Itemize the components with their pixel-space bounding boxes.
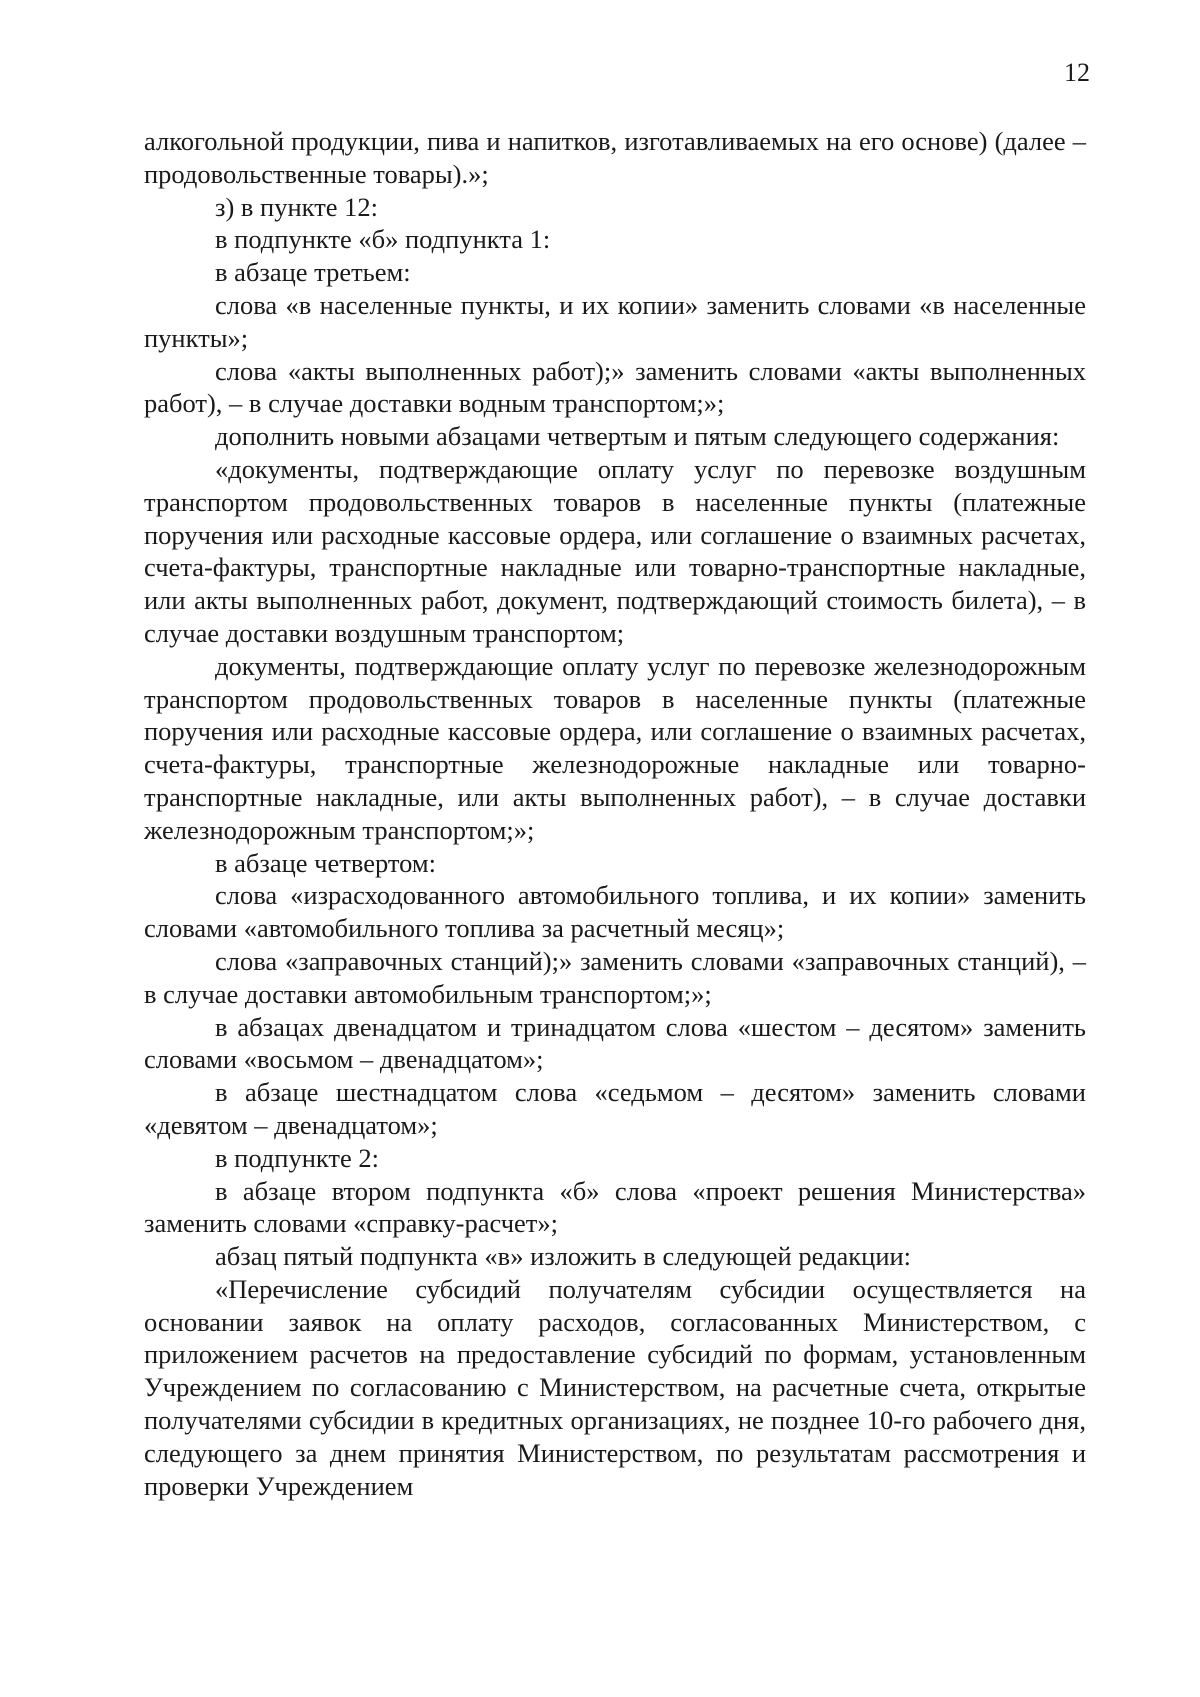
document-body [144, 125, 1086, 1502]
paragraph: в абзаце третьем: [215, 257, 411, 288]
paragraph: в абзаце шестнадцатом слова «седьмом – десятом» заменить словами «девятом – двенадцатом»; [144, 1077, 1086, 1140]
paragraph: в подпункте «б» подпункта 1: [215, 224, 551, 255]
paragraph: дополнить новыми абзацами четвертым и пятым следующего содержания: [215, 421, 1060, 452]
paragraph: алкогольной продукции, пива и напитков, изготавливаемых на его основе) (далее – продовольственные товары).»; [144, 126, 1086, 189]
page-number: 12 [1064, 58, 1090, 87]
paragraph: «Перечисление субсидий получателям субсидии осуществляется на основании заявок на оплату расходов, согласованных Министерством, с приложением расчетов на предоставление субсидий по формам, установленным Учреждением по согласованию с Министерством, на расчетные счета, открытые получателями субсидии в кредитных организациях, не позднее 10-го рабочего дня, следующего за днем принятия Министерством, по результатам рассмотрения и проверки Учреждением [144, 1273, 1086, 1501]
paragraph: в абзаце четвертом: [215, 847, 436, 878]
paragraph: «документы, подтверждающие оплату услуг по перевозке воздушным транспортом продовольственных товаров в населенные пункты (платежные поручения или расходные кассовые ордера, или соглашение о взаимных расчетах, счета-фактуры, транспортные накладные или товарно-транспортные накладные, или акты выполненных работ, документ, подтверждающий стоимость билета), – в случае доставки воздушным транспортом; [144, 453, 1086, 648]
paragraph: слова «заправочных станций);» заменить словами «заправочных станций), – в случае доставки автомобильным транспортом;»; [144, 945, 1086, 1009]
paragraph: слова «израсходованного автомобильного топлива, и их копии» заменить словами «автомобильного топлива за расчетный месяц»; [144, 880, 1086, 944]
paragraph: з) в пункте 12: [215, 191, 379, 222]
paragraph: документы, подтверждающие оплату услуг по перевозке железнодорожным транспортом продовольственных товаров в населенные пункты (платежные поручения или расходные кассовые ордера, или соглашение о взаимных расчетах, счета-фактуры, транспортные железнодорожные накладные или товарно-транспортные накладные, или акты выполненных работ), – в случае доставки железнодорожным транспортом;»; [144, 650, 1086, 845]
paragraph: слова «в населенные пункты, и их копии» заменить словами «в населенные пункты»; [144, 289, 1086, 353]
paragraph: слова «акты выполненных работ);» заменить словами «акты выполненных работ), – в случае доставки водным транспортом;»; [144, 355, 1086, 419]
paragraph: в подпункте 2: [215, 1142, 380, 1173]
paragraph: абзац пятый подпункта «в» изложить в следующей редакции: [215, 1241, 912, 1272]
paragraph: в абзацах двенадцатом и тринадцатом слова «шестом – десятом» заменить словами «восьмом – двенадцатом»; [144, 1011, 1086, 1075]
paragraph: в абзаце втором подпункта «б» слова «проект решения Министерства» заменить словами «справку-расчет»; [144, 1175, 1086, 1239]
